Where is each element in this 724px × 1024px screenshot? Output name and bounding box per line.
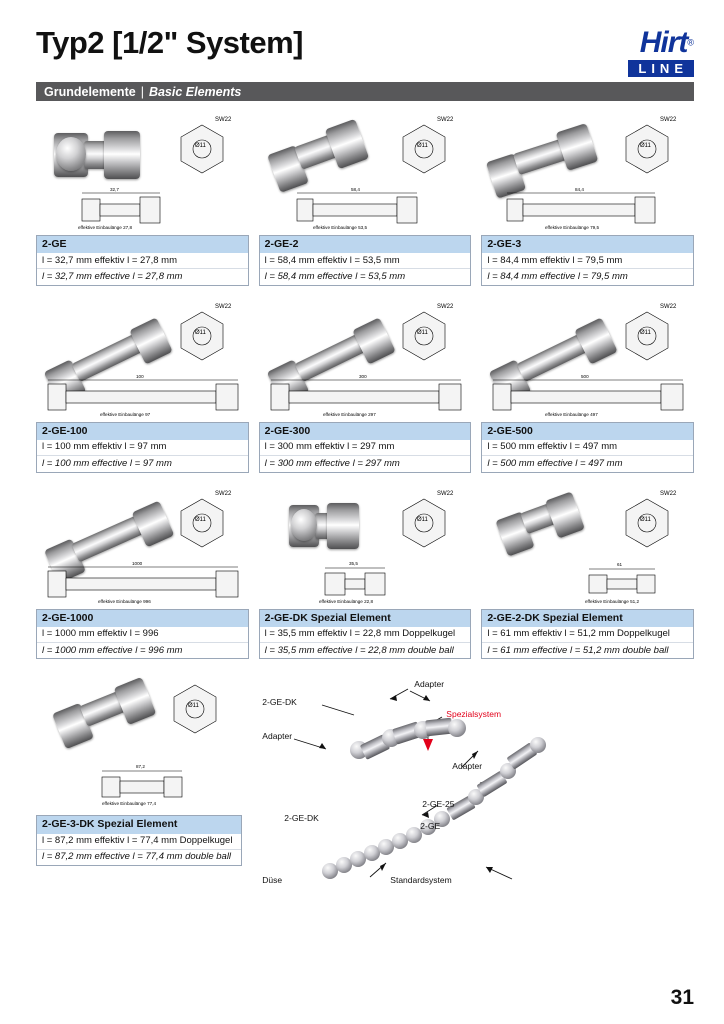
section-separator: | (140, 84, 144, 99)
dimension-drawing (44, 185, 244, 233)
product-spec-en: l = 300 mm effective l = 297 mm (260, 455, 471, 471)
product-spec-en: l = 100 mm effective l = 97 mm (37, 455, 248, 471)
product-artwork (36, 667, 242, 815)
svg-text:Ø11: Ø11 (640, 516, 651, 523)
registered-mark-icon: ® (687, 37, 694, 48)
dimension-drawing (44, 372, 244, 420)
product-card (481, 107, 694, 286)
hex-view-drawing (159, 298, 245, 376)
product-card (36, 667, 242, 895)
diagram-label-spezialsystem: Spezialsystem (446, 709, 502, 720)
product-artwork (481, 294, 694, 422)
product-card (36, 294, 249, 473)
diagram-label-ge-dk-bottom: 2-GE-DK (284, 813, 319, 824)
dim-sub-label: effektive Einbaulänge 53,5 (312, 225, 367, 230)
svg-text:SW22: SW22 (214, 117, 232, 123)
product-card (259, 481, 472, 660)
svg-text:Ø11: Ø11 (640, 143, 651, 149)
product-spec-de: l = 32,7 mm effektiv l = 27,8 mm (42, 254, 177, 266)
brand-logo (628, 28, 694, 77)
product-artwork (259, 481, 472, 609)
diagram-label-duese: Düse (262, 875, 283, 886)
product-name: 2-GE-3-DK Spezial Element (37, 815, 241, 833)
product-row (36, 481, 694, 660)
svg-text:SW22: SW22 (437, 490, 454, 497)
product-spec-de: l = 58,4 mm effektiv l = 53,5 mm (264, 254, 400, 266)
product-name: 2-GE-3 (482, 235, 693, 253)
dim-sub-label: effektive Einbaulänge 51,2 (585, 598, 640, 604)
dim-top-label: 300 (358, 373, 367, 379)
dimension-drawing (267, 559, 467, 607)
product-caption (259, 609, 472, 660)
dim-top-label: 87,2 (136, 764, 145, 770)
svg-text:Ø11: Ø11 (640, 329, 651, 336)
dim-sub-label: effektive Einbaulänge 27,8 (78, 225, 133, 230)
product-row (36, 667, 694, 895)
product-name: 2-GE-100 (37, 422, 248, 440)
svg-text:Ø11: Ø11 (194, 329, 206, 336)
dim-sub-label: effektive Einbaulänge 22,8 (318, 598, 373, 604)
dimension-drawing (489, 372, 689, 420)
dim-top-label: 35,5 (348, 560, 358, 566)
product-spec-en: l = 1000 mm effective l = 996 mm (37, 642, 248, 658)
product-card (259, 107, 472, 286)
product-artwork (481, 481, 694, 609)
svg-text:Ø11: Ø11 (194, 143, 206, 149)
product-spec-de: l = 1000 mm effektiv l = 996 (42, 628, 159, 640)
product-artwork (481, 107, 694, 235)
product-spec-de: l = 87,2 mm effektiv l = 77,4 mm Doppelkugel (42, 835, 233, 847)
dim-sub-label: effektive Einbaulänge 996 (98, 598, 151, 604)
dim-top-label: 58,4 (350, 187, 360, 192)
dim-top-label: 1000 (132, 560, 143, 566)
hex-view-drawing (604, 485, 690, 563)
product-name: 2-GE-2-DK Spezial Element (482, 609, 693, 627)
product-row (36, 294, 694, 473)
dimension-drawing (489, 559, 689, 607)
diagram-label-standardsystem: Standardsystem (390, 875, 452, 886)
hex-view-drawing (159, 111, 245, 189)
dimension-drawing (44, 559, 244, 607)
product-caption (36, 609, 249, 660)
product-artwork (36, 481, 249, 609)
product-name: 2-GE-1000 (37, 609, 248, 627)
svg-text:SW22: SW22 (437, 117, 454, 123)
product-caption (481, 235, 694, 286)
diagram-label-adapter-right: Adapter (452, 761, 483, 772)
svg-text:Ø11: Ø11 (188, 703, 200, 710)
product-spec-de: l = 100 mm effektiv l = 97 mm (42, 441, 167, 453)
svg-text:Ø11: Ø11 (417, 329, 429, 336)
dim-sub-label: effektive Einbaulänge 97 (100, 411, 151, 417)
product-name: 2-GE-2 (260, 235, 471, 253)
product-name: 2-GE-DK Spezial Element (260, 609, 471, 627)
product-caption (259, 235, 472, 286)
page-header (0, 0, 724, 78)
diagram-label-ge-25: 2-GE-25 (422, 799, 455, 810)
product-caption (36, 422, 249, 473)
dim-sub-label: effektive Einbaulänge 297 (322, 411, 376, 417)
product-row (36, 107, 694, 286)
hex-view-drawing (381, 485, 467, 563)
product-grid (36, 107, 694, 895)
dimension-drawing (267, 372, 467, 420)
product-card (259, 294, 472, 473)
dim-top-label: 61 (617, 561, 623, 567)
product-name: 2-GE-500 (482, 422, 693, 440)
dim-top-label: 32,7 (110, 187, 119, 192)
product-spec-de: l = 500 mm effektiv l = 497 mm (487, 441, 618, 453)
product-artwork (36, 294, 249, 422)
section-title-en: Basic Elements (148, 84, 242, 99)
product-spec-en: l = 500 mm effective l = 497 mm (482, 455, 693, 471)
product-name: 2-GE-300 (260, 422, 471, 440)
product-artwork (259, 107, 472, 235)
product-artwork (36, 107, 249, 235)
diagram-label-adapter-left: Adapter (262, 731, 293, 742)
product-caption (36, 235, 249, 286)
section-title-de: Grundelemente (44, 84, 136, 99)
svg-text:SW22: SW22 (660, 303, 677, 310)
product-caption (36, 815, 242, 866)
dimension-drawing (44, 761, 244, 809)
product-spec-en: l = 87,2 mm effective l = 77,4 mm double ball (37, 849, 241, 865)
product-caption (481, 422, 694, 473)
dim-top-label: 100 (136, 373, 144, 379)
dimension-drawing (489, 185, 689, 233)
hex-view-drawing (381, 111, 467, 189)
dim-sub-label: effektive Einbaulänge 77,4 (102, 801, 157, 807)
product-caption (481, 609, 694, 660)
svg-text:SW22: SW22 (214, 303, 232, 310)
section-header (36, 82, 694, 101)
svg-text:SW22: SW22 (214, 490, 232, 497)
hex-view-drawing (604, 298, 690, 376)
page-number: 31 (670, 986, 694, 1009)
logo-wordmark: Hirt (639, 26, 688, 59)
product-card (36, 481, 249, 660)
product-card (36, 107, 249, 286)
product-spec-en: l = 35,5 mm effective l = 22,8 mm double ball (260, 642, 471, 658)
dim-sub-label: effektive Einbaulänge 497 (545, 411, 599, 417)
product-caption (259, 422, 472, 473)
product-spec-de: l = 61 mm effektiv l = 51,2 mm Doppelkugel (487, 628, 670, 640)
hex-view-drawing (152, 671, 238, 749)
dim-top-label: 84,4 (575, 187, 585, 192)
svg-text:SW22: SW22 (437, 303, 454, 310)
diagram-label-adapter-top: Adapter (414, 679, 445, 690)
logo-subtitle: LINE (628, 60, 694, 77)
product-spec-de: l = 300 mm effektiv l = 297 mm (264, 441, 395, 453)
product-name: 2-GE (37, 235, 248, 253)
diagram-label-ge-dk-top: 2-GE-DK (262, 697, 297, 708)
product-spec-en: l = 84,4 mm effective l = 79,5 mm (482, 268, 693, 284)
hex-view-drawing (604, 111, 690, 189)
hex-view-drawing (381, 298, 467, 376)
svg-text:Ø11: Ø11 (194, 516, 206, 523)
svg-text:Ø11: Ø11 (417, 516, 429, 523)
dim-top-label: 500 (581, 373, 590, 379)
product-artwork (259, 294, 472, 422)
dimension-drawing (267, 185, 467, 233)
product-card (481, 481, 694, 660)
page-title: Typ2 [1/2" System] (36, 25, 304, 60)
product-card (481, 294, 694, 473)
svg-text:SW22: SW22 (660, 117, 677, 123)
diagram-label-ge: 2-GE (420, 821, 441, 832)
dim-sub-label: effektive Einbaulänge 79,5 (545, 225, 600, 230)
svg-text:SW22: SW22 (660, 490, 677, 497)
product-spec-de: l = 35,5 mm effektiv l = 22,8 mm Doppelkugel (264, 628, 456, 640)
product-spec-en: l = 32,7 mm effective l = 27,8 mm (37, 268, 248, 284)
hex-view-drawing (159, 485, 245, 563)
product-spec-en: l = 61 mm effective l = 51,2 mm double ball (482, 642, 693, 658)
product-spec-en: l = 58,4 mm effective l = 53,5 mm (260, 268, 471, 284)
system-diagram (262, 667, 694, 895)
product-spec-de: l = 84,4 mm effektiv l = 79,5 mm (487, 254, 623, 266)
svg-text:Ø11: Ø11 (417, 143, 429, 149)
